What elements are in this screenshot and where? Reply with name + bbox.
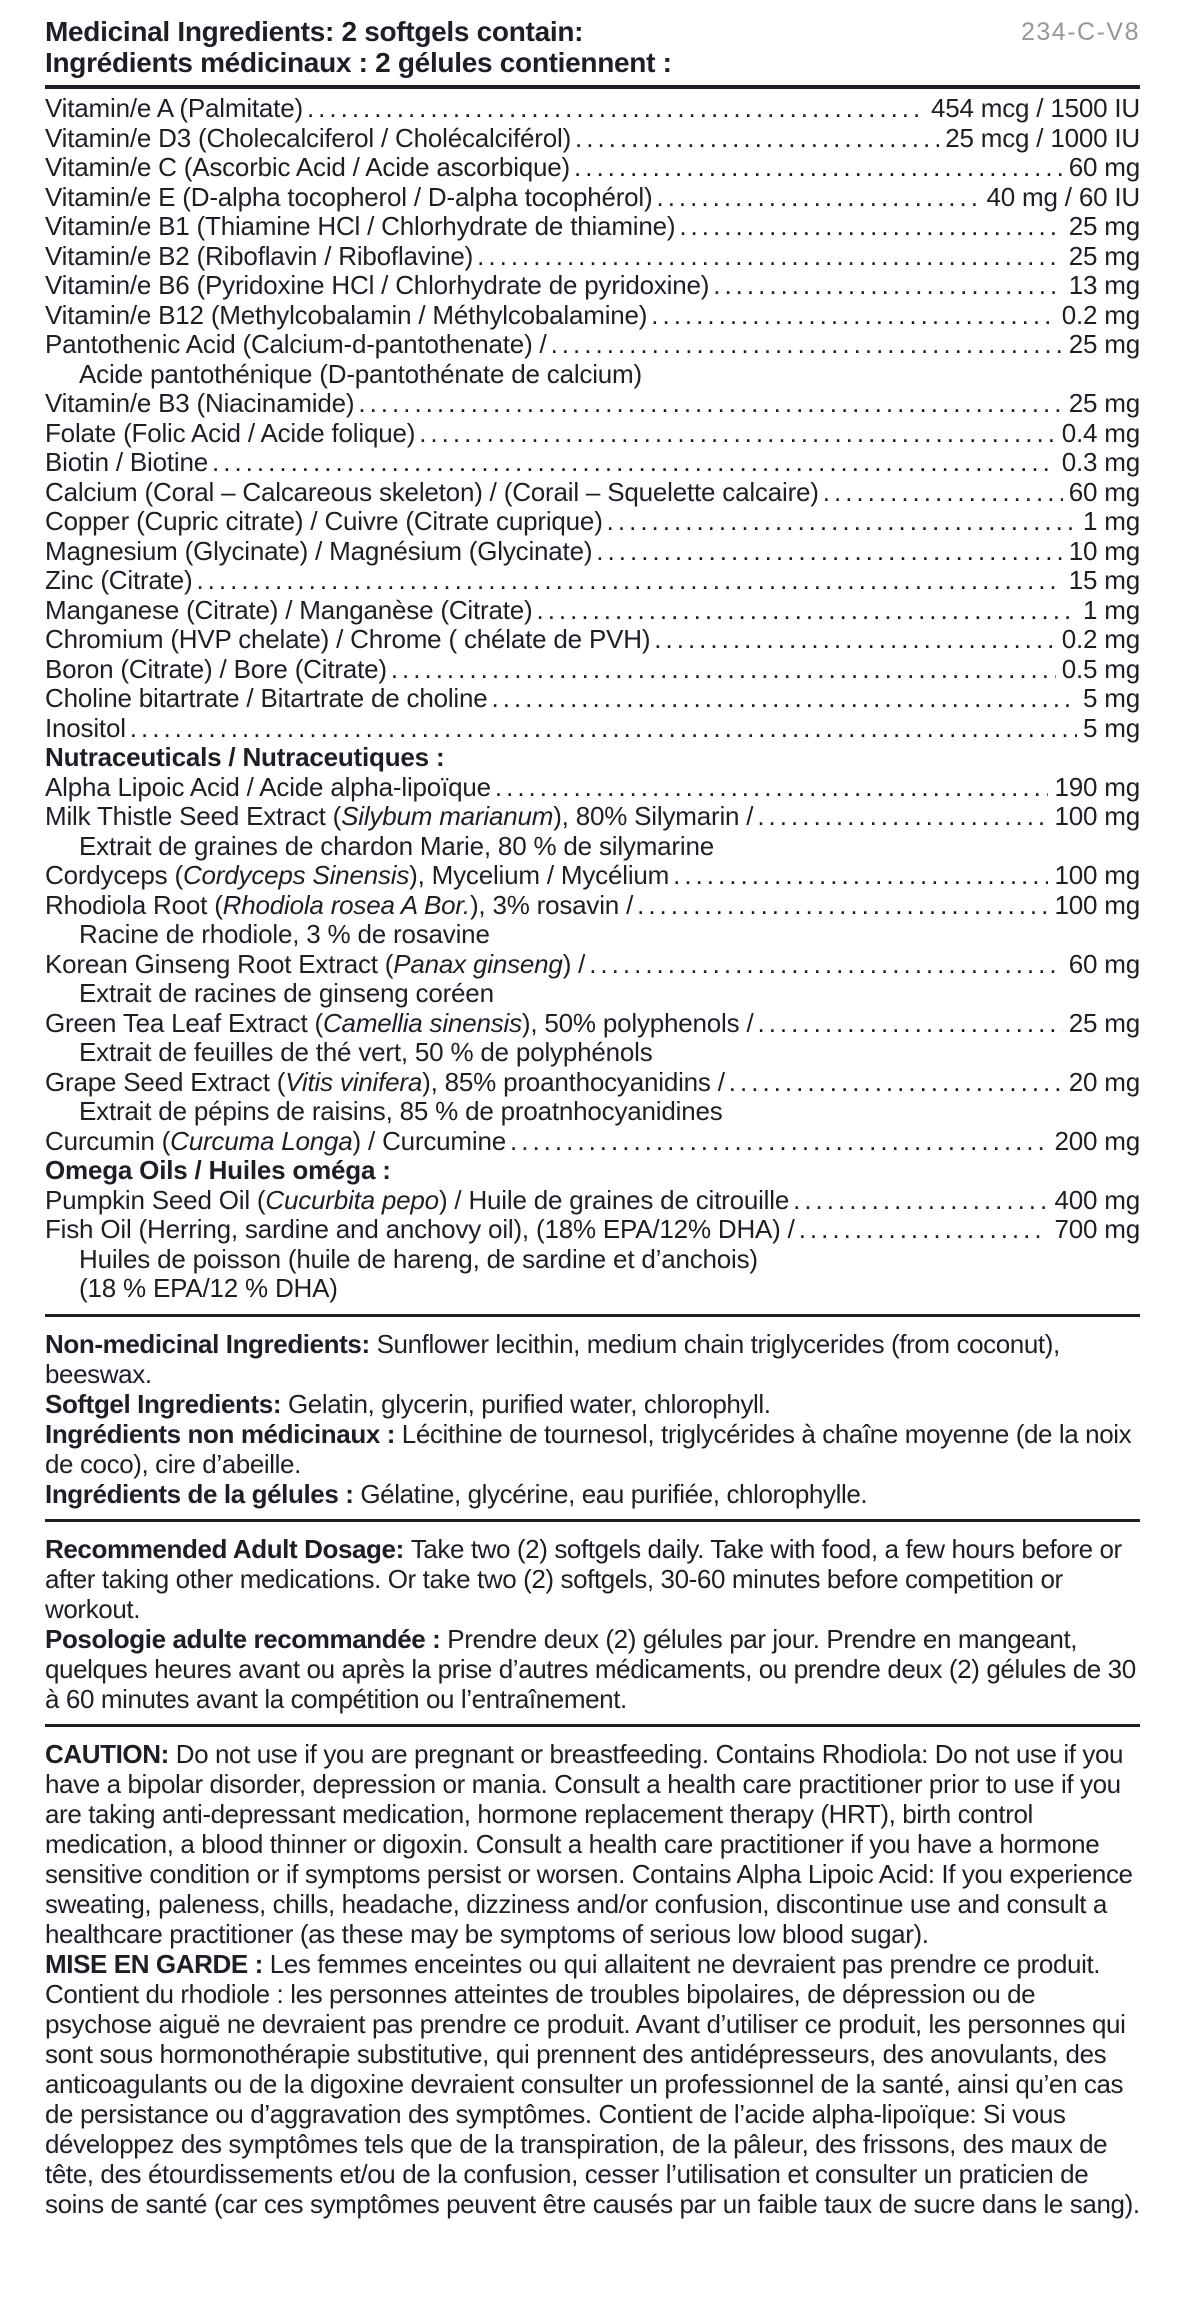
dot-leader	[589, 950, 1063, 980]
ingredient-amount: 700 mg	[1054, 1214, 1140, 1244]
ingredient-row	[45, 419, 1140, 449]
ingredient-row	[45, 979, 1140, 1009]
ingredient-name: Vitamin/e B6 (Pyridoxine HCl / Chlorhydrate de pyridoxine)	[45, 270, 710, 300]
ingredient-name: Extrait de pépins de raisins, 85 % de proatnhocyanidines	[79, 1096, 723, 1126]
ingredient-name: Acide pantothénique (D-pantothénate de calcium)	[79, 358, 642, 389]
dot-leader	[823, 478, 1063, 508]
ingredient-row	[45, 330, 1140, 360]
ingredient-name: Extrait de graines de chardon Marie, 80 % de silymarine	[79, 830, 714, 861]
paragraph-label: Ingrédients de la gélules :	[45, 1478, 361, 1509]
dot-leader	[793, 1186, 1048, 1216]
paragraph-label: Softgel Ingredients:	[45, 1388, 288, 1419]
section-non-medicinal	[45, 1329, 1140, 1509]
ingredient-row	[45, 1245, 1140, 1275]
ingredient-row	[45, 920, 1140, 950]
dot-leader	[358, 389, 1062, 419]
ingredient-row	[45, 1127, 1140, 1157]
dot-leader	[729, 1068, 1063, 1098]
ingredient-name: Chromium (HVP chelate) / Chrome ( chélate de PVH)	[45, 624, 651, 654]
ingredient-row	[45, 360, 1140, 390]
ingredient-name: Alpha Lipoic Acid / Acide alpha-lipoïque	[45, 771, 491, 802]
ingredient-amount: 15 mg	[1068, 565, 1140, 595]
ingredient-amount: 100 mg	[1054, 889, 1140, 920]
ingredient-name: Green Tea Leaf Extract (Camellia sinensis), 50% polyphenols /	[45, 1007, 754, 1038]
ingredient-amount: 25 mg	[1068, 1007, 1140, 1038]
ingredient-name: Grape Seed Extract (Vitis vinifera), 85% proanthocyanidins /	[45, 1066, 725, 1097]
ingredient-name: Huiles de poisson (huile de hareng, de sardine et d’anchois)	[79, 1243, 758, 1274]
ingredient-row	[45, 596, 1140, 626]
ingredient-amount: 200 mg	[1054, 1125, 1140, 1156]
paragraph: Ingrédients non médicinaux : Lécithine de tournesol, triglycérides à chaîne moyenne (de la noix de coco), cire d’abeille.	[45, 1418, 1132, 1479]
ingredient-name: Biotin / Biotine	[45, 447, 209, 477]
ingredient-amount: 454 mcg / 1500 IU	[930, 93, 1140, 123]
product-code: 234-C-V8	[1021, 18, 1140, 46]
paragraph: Non-medicinal Ingredients: Sunflower lecithin, medium chain triglycerides (from coconut), beeswax.	[45, 1328, 1060, 1389]
section-dosage	[45, 1534, 1140, 1714]
dot-leader	[130, 714, 1077, 744]
section-caution	[45, 1739, 1140, 2219]
ingredient-row	[45, 950, 1140, 980]
ingredient-amount: 25 mcg / 1000 IU	[945, 122, 1140, 153]
ingredient-name: Fish Oil (Herring, sardine and anchovy oil), (18% EPA/12% DHA) /	[45, 1214, 795, 1244]
paragraph-label: Non-medicinal Ingredients:	[45, 1328, 377, 1359]
paragraph-label: MISE EN GARDE :	[45, 1948, 270, 1979]
ingredient-name: Extrait de racines de ginseng coréen	[79, 978, 494, 1008]
ingredient-row	[45, 1068, 1140, 1098]
title-block	[45, 16, 672, 78]
paragraph: Recommended Adult Dosage: Take two (2) softgels daily. Take with food, a few hours before or after taking other medications. Or take two (2) softgels, 30-60 minutes before competition or workout.	[45, 1533, 1122, 1624]
ingredient-row	[45, 625, 1140, 655]
ingredient-row	[45, 684, 1140, 714]
dot-leader	[419, 419, 1056, 449]
dot-leader	[536, 596, 1077, 626]
ingredient-amount: 25 mg	[1068, 388, 1140, 418]
ingredient-amount: 20 mg	[1068, 1066, 1140, 1097]
ingredient-amount: 60 mg	[1068, 476, 1140, 507]
ingredient-amount: 40 mg / 60 IU	[986, 181, 1140, 212]
ingredient-name: Vitamin/e B2 (Riboflavin / Riboflavine)	[45, 240, 474, 271]
ingredient-amount: 100 mg	[1054, 801, 1140, 831]
label-header	[45, 16, 1140, 78]
ingredient-name: Vitamin/e A (Palmitate)	[45, 93, 303, 123]
ingredient-amount: 0.2 mg	[1061, 624, 1140, 654]
ingredient-row	[45, 566, 1140, 596]
dot-leader	[492, 684, 1077, 714]
paragraph-label: Recommended Adult Dosage:	[45, 1533, 411, 1564]
ingredient-row	[45, 478, 1140, 508]
ingredient-amount: 25 mg	[1068, 240, 1140, 271]
paragraph-label: CAUTION:	[45, 1738, 176, 1769]
dot-leader	[713, 271, 1063, 301]
ingredient-amount: 190 mg	[1054, 771, 1140, 802]
ingredient-name: Extrait de feuilles de thé vert, 50 % de polyphénols	[79, 1037, 653, 1067]
title-fr: Ingrédients médicinaux : 2 gélules contiennent :	[45, 47, 672, 78]
ingredient-row	[45, 861, 1140, 891]
ingredient-amount: 0.3 mg	[1061, 447, 1140, 477]
ingredient-name: Folate (Folic Acid / Acide folique)	[45, 417, 416, 448]
ingredient-name: Vitamin/e B3 (Niacinamide)	[45, 388, 355, 418]
dot-leader	[673, 861, 1048, 891]
ingredient-amount: 10 mg	[1068, 535, 1140, 566]
ingredient-name: Rhodiola Root (Rhodiola rosea A Bor.), 3% rosavin /	[45, 889, 634, 920]
paragraph: MISE EN GARDE : Les femmes enceintes ou qui allaitent ne devraient pas prendre ce produit. Contient du rhodiole : les personnes atteintes de troubles bipolaires, de dépression ou de psychose aiguë ne devraient pas prendre ce produit. Avant d’utiliser ce produit, les personnes qui sont sous hormonothérapie substitutive, qui prennent des antidépresseurs, des anovulants, des anticoagulants ou de la digoxine devraient consulter un professionnel de la santé, ainsi qu’en cas de persistance ou d’aggravation des symptômes. Contient de l’acide alpha-lipoïque: Si vous développez des symptômes tels que de la transpiration, de la pâleur, des frissons, des maux de tête, des étourdissements et/ou de la confusion, cesser l’utilisation et consulter un praticien de soins de santé (car ces symptômes peuvent être causés par un faible taux de sucre dans le sang).	[45, 1948, 1140, 2219]
ingredient-row	[45, 124, 1140, 154]
ingredient-name: Choline bitartrate / Bitartrate de choline	[45, 683, 488, 713]
dot-leader	[757, 1009, 1062, 1039]
ingredient-row	[45, 1097, 1140, 1127]
ingredient-row	[45, 183, 1140, 213]
dot-leader	[656, 183, 980, 213]
ingredient-row	[45, 212, 1140, 242]
ingredient-group-header: Nutraceuticals / Nutraceutiques :	[45, 742, 445, 772]
ingredient-name: Racine de rhodiole, 3 % de rosavine	[79, 919, 490, 949]
ingredient-amount: 1 mg	[1082, 594, 1140, 625]
dot-leader	[510, 1127, 1048, 1157]
ingredient-name: Milk Thistle Seed Extract (Silybum marianum), 80% Silymarin /	[45, 801, 754, 831]
ingredient-group-header: Omega Oils / Huiles oméga :	[45, 1155, 391, 1185]
ingredient-amount: 0.5 mg	[1061, 653, 1140, 684]
ingredient-row	[45, 1009, 1140, 1039]
ingredient-row	[45, 832, 1140, 862]
ingredient-amount: 5 mg	[1082, 712, 1140, 743]
ingredient-name: Calcium (Coral – Calcareous skeleton) / (Corail – Squelette calcaire)	[45, 476, 819, 507]
ingredient-list	[45, 94, 1140, 1304]
dot-leader	[575, 124, 939, 154]
ingredient-row	[45, 94, 1140, 124]
ingredient-name: Curcumin (Curcuma Longa) / Curcumine	[45, 1125, 506, 1156]
ingredient-row	[45, 1274, 1140, 1304]
title-en: Medicinal Ingredients: 2 softgels contain:	[45, 16, 584, 47]
dot-leader	[477, 242, 1063, 272]
dot-leader	[574, 153, 1063, 183]
dot-leader	[495, 773, 1049, 803]
paragraph-label: Ingrédients non médicinaux :	[45, 1418, 402, 1449]
ingredient-name: Vitamin/e B1 (Thiamine HCl / Chlorhydrate de thiamine)	[45, 211, 676, 241]
ingredient-row	[45, 507, 1140, 537]
ingredient-amount: 5 mg	[1082, 683, 1140, 713]
ingredient-amount: 0.2 mg	[1061, 299, 1140, 330]
dot-leader	[307, 94, 925, 124]
ingredient-amount: 13 mg	[1068, 270, 1140, 300]
ingredient-row	[45, 448, 1140, 478]
ingredient-row	[45, 714, 1140, 744]
dot-leader	[651, 301, 1055, 331]
ingredient-name: Vitamin/e E (D-alpha tocopherol / D-alpha tocophérol)	[45, 181, 653, 212]
divider-1	[45, 1314, 1140, 1317]
ingredient-name: Pumpkin Seed Oil (Cucurbita pepo) / Huile de graines de citrouille	[45, 1184, 790, 1215]
paragraph: Ingrédients de la gélules : Gélatine, glycérine, eau purifiée, chlorophylle.	[45, 1478, 868, 1509]
ingredient-name: Vitamin/e D3 (Cholecalciferol / Cholécalciférol)	[45, 122, 572, 153]
ingredient-amount: 100 mg	[1054, 860, 1140, 890]
divider-3	[45, 1724, 1140, 1727]
dot-leader	[391, 655, 1056, 685]
paragraph-label: Posologie adulte recommandée :	[45, 1623, 448, 1654]
ingredient-name: Vitamin/e C (Ascorbic Acid / Acide ascorbique)	[45, 152, 571, 182]
ingredient-name: Copper (Cupric citrate) / Cuivre (Citrate cuprique)	[45, 506, 603, 536]
paragraph: Posologie adulte recommandée : Prendre deux (2) gélules par jour. Prendre en mangeant, quelques heures avant ou après la prise d’autres médicaments, ou prendre deux (2) gélules de 30 à 60 minutes avant la compétition ou l’entraînement.	[45, 1623, 1136, 1714]
ingredient-name: (18 % EPA/12 % DHA)	[79, 1273, 338, 1303]
paragraph: CAUTION: Do not use if you are pregnant or breastfeeding. Contains Rhodiola: Do not use if you have a bipolar disorder, depression or mania. Consult a health care practitioner prior to use if you are taking anti-depressant medication, hormone replacement therapy (HRT), birth control medication, a blood thinner or digoxin. Consult a health care practitioner if you have a hormone sensitive condition or if symptoms persist or worsen. Contains Alpha Lipoic Acid: If you experience sweating, paleness, chills, headache, dizziness and/or confusion, discontinue use and consult a healthcare practitioner (as these may be symptoms of serious low blood sugar).	[45, 1738, 1133, 1949]
ingredient-amount: 25 mg	[1068, 211, 1140, 241]
ingredient-amount: 400 mg	[1054, 1184, 1140, 1215]
ingredient-row	[45, 655, 1140, 685]
ingredient-amount: 60 mg	[1068, 948, 1140, 979]
ingredient-amount: 60 mg	[1068, 152, 1140, 182]
dot-leader	[757, 802, 1048, 832]
dot-leader	[799, 1215, 1049, 1245]
ingredient-name: Pantothenic Acid (Calcium-d-pantothenate) /	[45, 329, 547, 359]
ingredient-row	[45, 802, 1140, 832]
ingredient-row	[45, 153, 1140, 183]
ingredient-amount: 25 mg	[1068, 329, 1140, 359]
ingredient-name: Boron (Citrate) / Bore (Citrate)	[45, 653, 387, 684]
ingredient-row	[45, 773, 1140, 803]
ingredient-row	[45, 1215, 1140, 1245]
ingredient-row	[45, 1186, 1140, 1216]
ingredient-name: Magnesium (Glycinate) / Magnésium (Glycinate)	[45, 535, 593, 566]
ingredient-amount: 0.4 mg	[1061, 417, 1140, 448]
ingredient-name: Manganese (Citrate) / Manganèse (Citrate)	[45, 594, 533, 625]
dot-leader	[637, 891, 1048, 921]
ingredient-name: Zinc (Citrate)	[45, 565, 193, 595]
ingredient-name: Vitamin/e B12 (Methylcobalamin / Méthylcobalamine)	[45, 299, 648, 330]
ingredient-row	[45, 1038, 1140, 1068]
ingredient-name: Inositol	[45, 712, 126, 743]
ingredient-row	[45, 271, 1140, 301]
ingredient-amount: 1 mg	[1082, 506, 1140, 536]
dot-leader	[596, 537, 1062, 567]
dot-leader	[607, 507, 1077, 537]
ingredient-row	[45, 389, 1140, 419]
dot-leader	[212, 448, 1056, 478]
dot-leader	[196, 566, 1062, 596]
dot-leader	[551, 330, 1063, 360]
divider-2	[45, 1519, 1140, 1522]
paragraph: Softgel Ingredients: Gelatin, glycerin, purified water, chlorophyll.	[45, 1388, 771, 1419]
ingredient-name: Korean Ginseng Root Extract (Panax ginseng) /	[45, 948, 586, 979]
divider-title	[45, 85, 1140, 89]
dot-leader	[679, 212, 1062, 242]
ingredient-row	[45, 537, 1140, 567]
ingredient-row	[45, 242, 1140, 272]
ingredient-row	[45, 301, 1140, 331]
ingredient-row	[45, 891, 1140, 921]
dot-leader	[654, 625, 1055, 655]
ingredient-name: Cordyceps (Cordyceps Sinensis), Mycelium / Mycélium	[45, 860, 670, 890]
